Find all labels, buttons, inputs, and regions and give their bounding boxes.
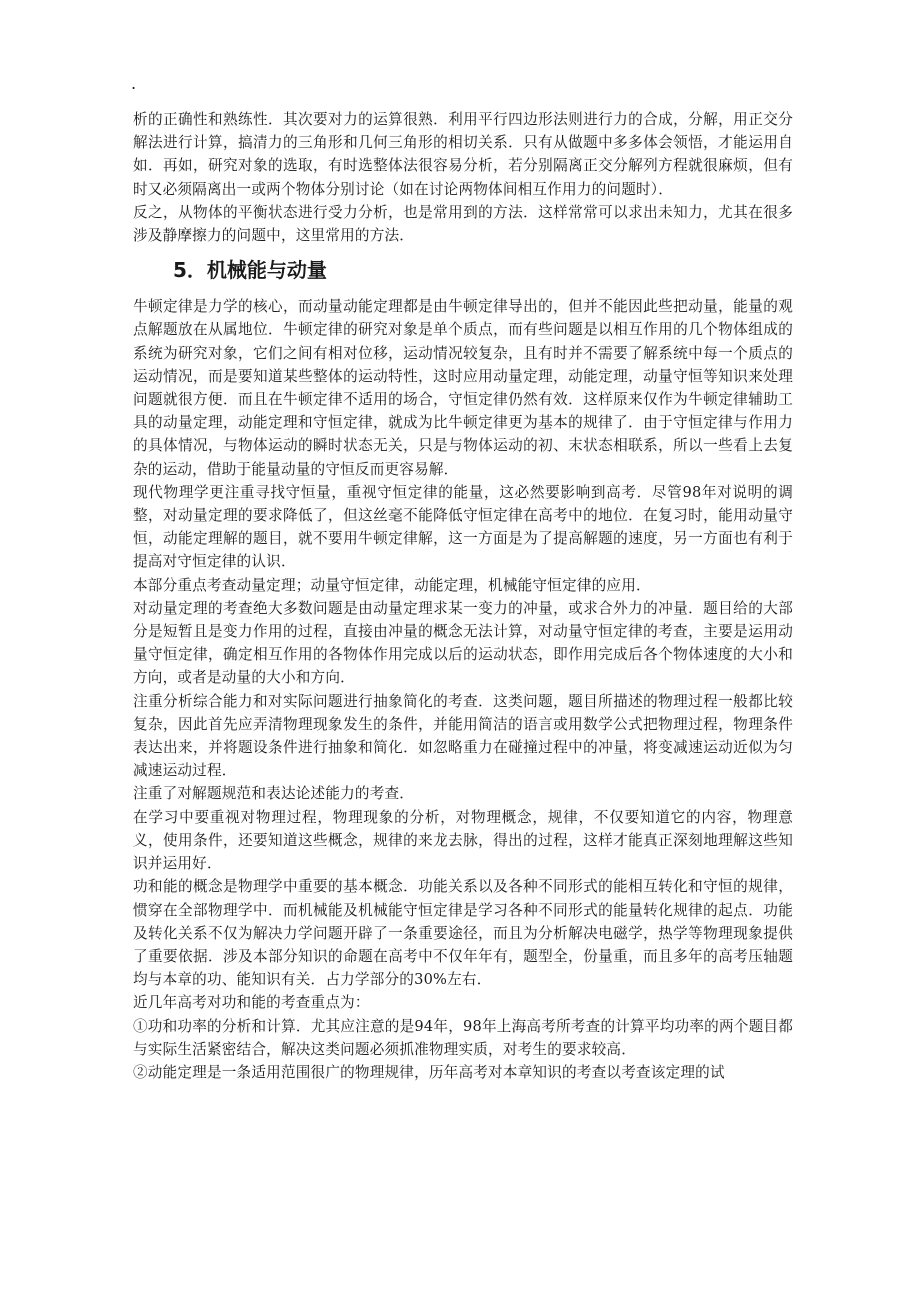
paragraph: 牛顿定律是力学的核心，而动量动能定理都是由牛顿定律导出的，但并不能因此些把动量，能量的观点解题放在从属地位．牛顿定律的研究对象是单个质点，而有些问题是以相互作用的几个物体组成的系统为研究对象，它们之间有相对位移，运动情况较复杂，且有时并不需要了解系统中每一个质点的运动情况，而是要知道某些整体的运动特性，这时应用动量定理，动能定理，动量守恒等知识来处理问题就很方便．而且在牛顿定律不适用的场合，守恒定律仍然有效．这样原来仅作为牛顿定律辅助工具的动量定理，动能定理和守恒定律，就成为比牛顿定律更为基本的规律了．由于守恒定律与作用力的具体情况，与物体运动的瞬时状态无关，只是与物体运动的初、末状态相联系，所以一些看上去复杂的运动，借助于能量动量的守恒反而更容易解． [133, 298, 793, 478]
paragraph: 注重了对解题规范和表达论述能力的考查． [133, 785, 415, 803]
document-body [133, 108, 793, 1084]
paragraph: 本部分重点考查动量定理；动量守恒定律，动能定理，机械能守恒定律的应用． [133, 576, 651, 594]
paragraph: 近几年高考对功和能的考查重点为： [133, 994, 370, 1012]
paragraph: 反之，从物体的平衡状态进行受力分析，也是常用到的方法．这样常常可以求出未知力，尤其在很多涉及静摩擦力的问题中，这里常用的方法． [133, 203, 793, 245]
page-marker-dot: . [131, 74, 137, 93]
section-heading: 5．机械能与动量 [173, 258, 327, 283]
list-item-2: ②动能定理是一条适用范围很广的物理规律，历年高考对本章知识的考查以考查该定理的试 [133, 1063, 725, 1081]
paragraph: 注重分析综合能力和对实际问题进行抽象简化的考查．这类问题，题目所描述的物理过程一般都比较复杂，因此首先应弄清物理现象发生的条件，并能用简洁的语言或用数学公式把物理过程，物理条件表达出来，并将题设条件进行抽象和简化．如忽略重力在碰撞过程中的冲量，将变减速运动近似为匀减速运动过程． [133, 692, 793, 780]
list-item-1: ①功和功率的分析和计算．尤其应注意的是94年，98年上海高考所考查的计算平均功率的两个题目都与实际生活紧密结合，解决这类问题必须抓准物理实质，对考生的要求较高． [133, 1017, 793, 1058]
paragraph: 对动量定理的考查绝大多数问题是由动量定理求某一变力的冲量，或求合外力的冲量．题目给的大部分是短暂且是变力作用的过程，直接由冲量的概念无法计算，对动量守恒定律的考查，主要是运用动量守恒定律，确定相互作用的各物体作用完成以后的运动状态，即作用完成后各个物体速度的大小和方向，或者是动量的大小和方向． [133, 599, 793, 687]
paragraph: 现代物理学更注重寻找守恒量，重视守恒定律的能量，这必然要影响到高考．尽管98年对说明的调整，对动量定理的要求降低了，但这丝毫不能降低守恒定律在高考中的地位．在复习时，能用动量守恒，动能定理解的题目，就不要用牛顿定律解，这一方面是为了提高解题的速度，另一方面也有利于提高对守恒定律的认识． [133, 483, 793, 571]
paragraph: 功和能的概念是物理学中重要的基本概念．功能关系以及各种不同形式的能相互转化和守恒的规律，惯穿在全部物理学中．而机械能及机械能守恒定律是学习各种不同形式的能量转化规律的起点．功能及转化关系不仅为解决力学问题开辟了一条重要途径，而且为分析解决电磁学，热学等物理现象提供了重要依据．涉及本部分知识的命题在高考中不仅年年有，题型全，份量重，而且多年的高考压轴题均与本章的功、能知识有关．占力学部分的30%左右． [133, 878, 793, 989]
paragraph: 在学习中要重视对物理过程，物理现象的分析，对物理概念，规律，不仅要知道它的内容，物理意义，使用条件，还要知道这些概念，规律的来龙去脉，得出的过程，这样才能真正深刻地理解这些知识并运用好． [133, 808, 793, 873]
paragraph: 析的正确性和熟练性．其次要对力的运算很熟．利用平行四边形法则进行力的合成，分解，用正交分解法进行计算，搞清力的三角形和几何三角形的相切关系．只有从做题中多多体会领悟，才能运用自如．再如，研究对象的选取，有时选整体法很容易分析，若分别隔离正交分解列方程就很麻烦，但有时又必须隔离出一或两个物体分别讨论（如在讨论两物体间相互作用力的问题时）． [133, 111, 793, 198]
